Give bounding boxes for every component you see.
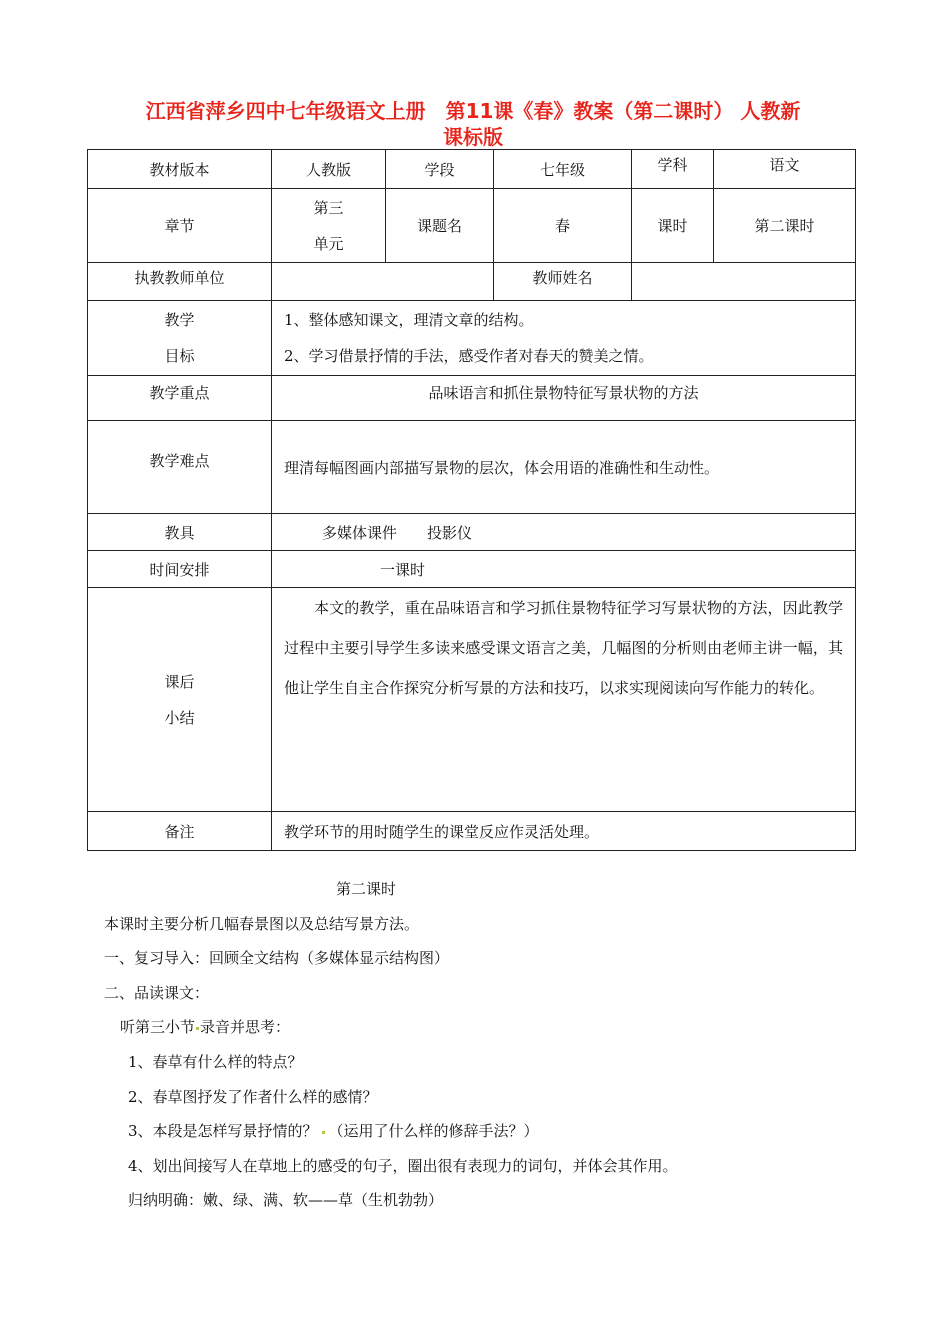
- question-1: 1、春草有什么样的特点？: [128, 1052, 303, 1071]
- lesson-body: [104, 872, 864, 1218]
- table-row: [88, 588, 856, 812]
- notes-label: 备注: [88, 812, 272, 851]
- chapter-value-line-1: 第三: [313, 198, 344, 217]
- table-row: [88, 376, 856, 421]
- summary-label: [88, 588, 272, 812]
- title-line-1: 江西省萍乡四中七年级语文上册 第11课《春》教案（第二课时） 人教新: [145, 99, 801, 123]
- difficulty-label: 教学难点: [88, 421, 272, 514]
- notes-value: 教学环节的用时随学生的课堂反应作灵活处理。: [272, 812, 856, 851]
- summary-text: 本文的教学，重在品味语言和学习抓住景物特征学习写景状物的方法，因此教学过程中主要引导学生多读来感受课文语言之美，几幅图的分析则由老师主讲一幅，其他让学生自主合作探究分析写景的方法和技巧，以求实现阅读向写作能力的转化。: [284, 599, 843, 697]
- conclusion: 归纳明确：嫩、绿、满、软——草（生机勃勃）: [128, 1191, 444, 1210]
- time-label: 时间安排: [88, 551, 272, 588]
- topic-label: 课题名: [386, 189, 494, 263]
- table-row: [88, 189, 856, 263]
- chapter-value-line-2: 单元: [313, 234, 344, 253]
- table-row: [88, 150, 856, 189]
- question-3: [104, 1114, 864, 1149]
- table-row: [88, 421, 856, 514]
- chapter-label: 章节: [88, 189, 272, 263]
- textbook-value: 人教版: [272, 150, 386, 189]
- title-line-2: 课标版: [443, 125, 503, 149]
- stage-value: 七年级: [494, 150, 632, 189]
- goal-label: [88, 301, 272, 376]
- mark-dot: [322, 1131, 325, 1134]
- goal-label-line-2: 目标: [164, 347, 195, 365]
- document-title: [88, 98, 858, 150]
- focus-value: 品味语言和抓住景物特征写景状物的方法: [272, 376, 856, 421]
- summary-label-line-2: 小结: [164, 708, 195, 727]
- difficulty-value: 理清每幅图画内部描写景物的层次，体会用语的准确性和生动性。: [272, 421, 856, 514]
- lesson-plan-table: [87, 149, 856, 851]
- table-row: [88, 301, 856, 376]
- question-2: 2、春草图抒发了作者什么样的感情？: [128, 1087, 378, 1106]
- section-review: 一、复习导入：回顾全文结构（多媒体显示结构图）: [104, 949, 450, 968]
- stage-label: 学段: [386, 150, 494, 189]
- intro-paragraph: 本课时主要分析几幅春景图以及总结写景方法。: [104, 914, 420, 933]
- question-3-text-a: 3、本段是怎样写景抒情的？: [128, 1122, 318, 1141]
- goal-item-2: 2、学习借景抒情的手法，感受作者对春天的赞美之情。: [284, 347, 654, 365]
- subject-label: 学科: [632, 150, 714, 189]
- summary-label-line-1: 课后: [164, 672, 195, 691]
- teacher-value: [632, 263, 856, 301]
- section-reading: 二、品读课文：: [104, 983, 210, 1002]
- listen-instruction: [104, 1010, 864, 1045]
- subject-value: 语文: [714, 150, 856, 189]
- table-row: [88, 551, 856, 588]
- table-row: [88, 514, 856, 551]
- goal-item-1: 1、整体感知课文，理清文章的结构。: [284, 311, 534, 329]
- teacher-label: 教师姓名: [494, 263, 632, 301]
- period-value: 第二课时: [714, 189, 856, 263]
- goal-label-line-1: 教学: [164, 311, 195, 329]
- textbook-label: 教材版本: [88, 150, 272, 189]
- goal-value: [272, 301, 856, 376]
- question-3-text-b: （运用了什么样的修辞手法？）: [328, 1122, 539, 1141]
- unit-label: 执教教师单位: [88, 263, 272, 301]
- focus-label: 教学重点: [88, 376, 272, 421]
- time-value: 一课时: [272, 551, 856, 588]
- tools-label: 教具: [88, 514, 272, 551]
- period-label: 课时: [632, 189, 714, 263]
- table-row: [88, 263, 856, 301]
- topic-value: 春: [494, 189, 632, 263]
- section-heading: 第二课时: [336, 880, 397, 898]
- table-row: [88, 812, 856, 851]
- listen-text-a: 听第三小节: [120, 1018, 196, 1037]
- unit-value: [272, 263, 494, 301]
- summary-value: [272, 588, 856, 812]
- chapter-value: [272, 189, 386, 263]
- question-4: 4、划出间接写人在草地上的感受的句子，圈出很有表现力的词句，并体会其作用。: [128, 1156, 678, 1175]
- listen-text-b: 录音并思考：: [200, 1018, 291, 1037]
- mark-dot: [196, 1027, 199, 1030]
- tools-value: 多媒体课件 投影仪: [272, 514, 856, 551]
